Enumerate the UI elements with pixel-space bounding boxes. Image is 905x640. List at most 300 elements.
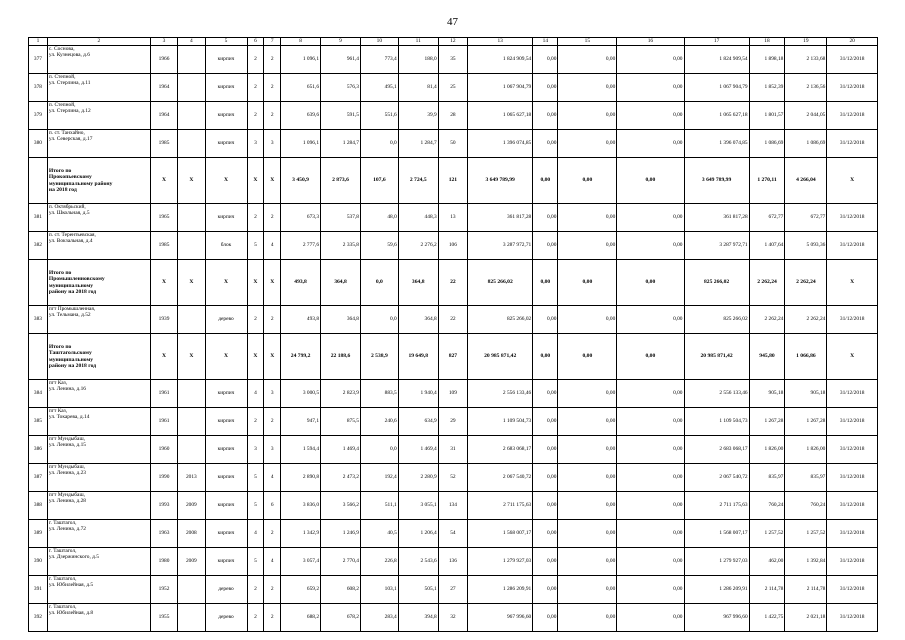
year-renovated-cell (178, 306, 205, 334)
table-row (29, 548, 878, 576)
entrances-cell: 4 (264, 464, 281, 492)
area-municipal-cell: 48,0 (360, 204, 398, 232)
address-cell: г. Таштагол, ул. Юбилейная, д.5 (47, 576, 150, 604)
address-cell: пгт Мундыбаш, ул. Ленина, д.23 (47, 464, 150, 492)
area-municipal-cell: 59,6 (360, 232, 398, 260)
residents-cell: 27 (438, 576, 467, 604)
residents-cell: 25 (438, 74, 467, 102)
max-unit-cost-cell: 2 044,05 (785, 102, 827, 130)
year-built-cell: 1955 (150, 604, 177, 632)
max-unit-cost-cell: 1 392,84 (785, 548, 827, 576)
year-built-cell: Х (150, 260, 177, 306)
max-unit-cost-cell: 4 266,04 (785, 158, 827, 204)
area-private-cell: 19 649,8 (398, 334, 438, 380)
year-built-cell: 1985 (150, 130, 177, 158)
max-unit-cost-cell: 672,77 (785, 204, 827, 232)
residents-cell: 121 (438, 158, 467, 204)
area-municipal-cell: 40,5 (360, 520, 398, 548)
table-row (29, 130, 878, 158)
area-municipal-cell: 226,8 (360, 548, 398, 576)
column-number: 2 (47, 38, 150, 46)
living-area-cell: 364,8 (321, 306, 361, 334)
year-renovated-cell (178, 604, 205, 632)
unit-cost-cell: 1 407,64 (749, 232, 785, 260)
cost-federal-cell: 0,00 (533, 130, 558, 158)
cost-owners-cell: 1 279 927,03 (684, 548, 749, 576)
area-private-cell: 3 055,1 (398, 492, 438, 520)
entrances-cell: Х (264, 158, 281, 204)
row-number-cell (29, 158, 48, 204)
row-number-cell: 382 (29, 232, 48, 260)
entrances-cell: 2 (264, 74, 281, 102)
residents-cell: 54 (438, 520, 467, 548)
total-cost-cell: 1 396 074,85 (468, 130, 533, 158)
planned-date-cell: Х (827, 260, 878, 306)
area-municipal-cell: 283,4 (360, 604, 398, 632)
year-built-cell: 1939 (150, 306, 177, 334)
floors-cell: 2 (247, 604, 264, 632)
cost-federal-cell: 0,00 (533, 492, 558, 520)
total-cost-cell: 2 556 133,46 (468, 380, 533, 408)
table-row (29, 464, 878, 492)
floors-cell: 2 (247, 102, 264, 130)
wall-material-cell: кирпич (205, 130, 247, 158)
address-cell: п. ст. Терентьевская, ул. Вокзальная, д.4 (47, 232, 150, 260)
cost-local-cell: 0,00 (617, 130, 684, 158)
planned-date-cell: 31/12/2018 (827, 464, 878, 492)
cost-owners-cell: 1 824 909,54 (684, 46, 749, 74)
year-built-cell: Х (150, 334, 177, 380)
residents-cell: 13 (438, 204, 467, 232)
area-municipal-cell: 240,6 (360, 408, 398, 436)
cost-owners-cell: 20 985 871,42 (684, 334, 749, 380)
year-renovated-cell: 2009 (178, 492, 205, 520)
table-row (29, 576, 878, 604)
planned-date-cell: 31/12/2018 (827, 306, 878, 334)
address-cell: Итого по Таштагольскому муниципальному району на 2018 год (47, 334, 150, 380)
planned-date-cell: 31/12/2018 (827, 520, 878, 548)
wall-material-cell: кирпич (205, 46, 247, 74)
entrances-cell: 2 (264, 102, 281, 130)
column-number: 12 (438, 38, 467, 46)
wall-material-cell: Х (205, 158, 247, 204)
cost-federal-cell: 0,00 (533, 436, 558, 464)
address-cell: г. Таштагол, ул. Дзержинского, д.5 (47, 548, 150, 576)
area-private-cell: 1 284,7 (398, 130, 438, 158)
cost-federal-cell: 0,00 (533, 408, 558, 436)
row-number-cell: 379 (29, 102, 48, 130)
row-number-cell: 392 (29, 604, 48, 632)
address-cell: Итого по Прокопьевскому муниципальному району на 2018 год (47, 158, 150, 204)
living-area-cell: 576,3 (321, 74, 361, 102)
housing-repair-register-table (28, 37, 878, 632)
wall-material-cell: кирпич (205, 102, 247, 130)
cost-federal-cell: 0,00 (533, 158, 558, 204)
total-area-cell: 947,1 (281, 408, 321, 436)
max-unit-cost-cell: 1 086,69 (785, 130, 827, 158)
row-number-cell: 386 (29, 436, 48, 464)
max-unit-cost-cell: 1 267,28 (785, 408, 827, 436)
table-row (29, 380, 878, 408)
table-row (29, 436, 878, 464)
area-municipal-cell: 0,0 (360, 306, 398, 334)
area-private-cell: 2 280,9 (398, 464, 438, 492)
cost-federal-cell: 0,00 (533, 380, 558, 408)
total-cost-cell: 2 711 175,63 (468, 492, 533, 520)
residents-cell: 22 (438, 260, 467, 306)
cost-local-cell: 0,00 (617, 334, 684, 380)
entrances-cell: 3 (264, 436, 281, 464)
cost-federal-cell: 0,00 (533, 334, 558, 380)
unit-cost-cell: 835,97 (749, 464, 785, 492)
total-area-cell: 673,3 (281, 204, 321, 232)
area-municipal-cell: 495,1 (360, 74, 398, 102)
max-unit-cost-cell: 1 826,00 (785, 436, 827, 464)
residents-cell: 109 (438, 380, 467, 408)
year-built-cell: 1952 (150, 576, 177, 604)
entrances-cell: 2 (264, 408, 281, 436)
unit-cost-cell: 1 801,57 (749, 102, 785, 130)
total-cost-cell: 1 824 909,54 (468, 46, 533, 74)
entrances-cell: 6 (264, 492, 281, 520)
unit-cost-cell: 2 262,24 (749, 260, 785, 306)
floors-cell: 2 (247, 408, 264, 436)
cost-regional-cell: 0,00 (558, 436, 617, 464)
living-area-cell: 961,4 (321, 46, 361, 74)
planned-date-cell: 31/12/2018 (827, 232, 878, 260)
year-built-cell: 1960 (150, 436, 177, 464)
residents-cell: 106 (438, 232, 467, 260)
floors-cell: 2 (247, 576, 264, 604)
living-area-cell: 2 473,2 (321, 464, 361, 492)
total-area-cell: 3 836,0 (281, 492, 321, 520)
total-area-cell: 639,6 (281, 102, 321, 130)
table-row (29, 520, 878, 548)
area-private-cell: 2 276,2 (398, 232, 438, 260)
cost-local-cell: 0,00 (617, 408, 684, 436)
cost-owners-cell: 967 996,60 (684, 604, 749, 632)
column-number: 7 (264, 38, 281, 46)
year-renovated-cell (178, 232, 205, 260)
row-number-cell: 383 (29, 306, 48, 334)
area-municipal-cell: 0,0 (360, 260, 398, 306)
cost-owners-cell: 1 396 074,85 (684, 130, 749, 158)
total-cost-cell: 1 286 209,91 (468, 576, 533, 604)
year-renovated-cell (178, 576, 205, 604)
living-area-cell: 875,5 (321, 408, 361, 436)
column-number: 16 (617, 38, 684, 46)
planned-date-cell: 31/12/2018 (827, 548, 878, 576)
total-cost-cell: 2 067 540,72 (468, 464, 533, 492)
column-number: 11 (398, 38, 438, 46)
unit-cost-cell: 1 826,00 (749, 436, 785, 464)
living-area-cell: 22 188,6 (321, 334, 361, 380)
cost-local-cell: 0,00 (617, 464, 684, 492)
table-row (29, 408, 878, 436)
total-cost-cell: 3 287 972,71 (468, 232, 533, 260)
total-area-cell: 2 777,6 (281, 232, 321, 260)
row-number-cell: 390 (29, 548, 48, 576)
cost-local-cell: 0,00 (617, 548, 684, 576)
address-cell: г. Таштагол, ул. Ленина, д.72 (47, 520, 150, 548)
wall-material-cell: кирпич (205, 436, 247, 464)
column-number-row (29, 38, 878, 46)
row-number-cell: 389 (29, 520, 48, 548)
address-cell: пгт Каз, ул. Ленина, д.16 (47, 380, 150, 408)
year-renovated-cell (178, 46, 205, 74)
wall-material-cell: кирпич (205, 464, 247, 492)
cost-regional-cell: 0,00 (558, 576, 617, 604)
year-renovated-cell: 2009 (178, 548, 205, 576)
cost-regional-cell: 0,00 (558, 260, 617, 306)
district-total-row (29, 158, 878, 204)
entrances-cell: 2 (264, 306, 281, 334)
address-cell: пгт Мундыбаш, ул. Ленина, д.15 (47, 436, 150, 464)
area-private-cell: 39,9 (398, 102, 438, 130)
wall-material-cell: кирпич (205, 548, 247, 576)
total-area-cell: 493,8 (281, 260, 321, 306)
cost-local-cell: 0,00 (617, 492, 684, 520)
planned-date-cell: 31/12/2018 (827, 408, 878, 436)
area-municipal-cell: 0,0 (360, 130, 398, 158)
row-number-cell: 378 (29, 74, 48, 102)
total-area-cell: 1 342,9 (281, 520, 321, 548)
floors-cell: Х (247, 260, 264, 306)
cost-federal-cell: 0,00 (533, 232, 558, 260)
living-area-cell: 678,2 (321, 604, 361, 632)
address-cell: п. Октябрьский, ул. Школьная, д.5 (47, 204, 150, 232)
residents-cell: 32 (438, 604, 467, 632)
cost-local-cell: 0,00 (617, 436, 684, 464)
floors-cell: 5 (247, 464, 264, 492)
year-renovated-cell (178, 130, 205, 158)
wall-material-cell: кирпич (205, 520, 247, 548)
unit-cost-cell: 1 257,52 (749, 520, 785, 548)
cost-local-cell: 0,00 (617, 232, 684, 260)
cost-federal-cell: 0,00 (533, 46, 558, 74)
entrances-cell: Х (264, 260, 281, 306)
area-private-cell: 2 724,5 (398, 158, 438, 204)
total-area-cell: 3 450,9 (281, 158, 321, 204)
area-municipal-cell: 511,1 (360, 492, 398, 520)
unit-cost-cell: 672,77 (749, 204, 785, 232)
living-area-cell: 537,8 (321, 204, 361, 232)
entrances-cell: 2 (264, 46, 281, 74)
max-unit-cost-cell: 760,24 (785, 492, 827, 520)
living-area-cell: 2 873,6 (321, 158, 361, 204)
column-number: 6 (247, 38, 264, 46)
max-unit-cost-cell: 2 262,24 (785, 260, 827, 306)
unit-cost-cell: 1 852,39 (749, 74, 785, 102)
area-private-cell: 634,9 (398, 408, 438, 436)
year-built-cell: 1961 (150, 408, 177, 436)
cost-local-cell: 0,00 (617, 46, 684, 74)
planned-date-cell: 31/12/2018 (827, 492, 878, 520)
planned-date-cell: 31/12/2018 (827, 130, 878, 158)
address-cell: п. Степной, ул. Стерлина, д.11 (47, 74, 150, 102)
planned-date-cell: 31/12/2018 (827, 46, 878, 74)
year-built-cell: 1985 (150, 232, 177, 260)
table-row (29, 74, 878, 102)
year-renovated-cell: Х (178, 158, 205, 204)
planned-date-cell: 31/12/2018 (827, 74, 878, 102)
living-area-cell: 2 823,9 (321, 380, 361, 408)
unit-cost-cell: 2 262,24 (749, 306, 785, 334)
year-renovated-cell (178, 408, 205, 436)
cost-local-cell: 0,00 (617, 74, 684, 102)
total-cost-cell: 825 266,02 (468, 260, 533, 306)
row-number-cell: 380 (29, 130, 48, 158)
wall-material-cell: дерево (205, 306, 247, 334)
year-renovated-cell: Х (178, 334, 205, 380)
max-unit-cost-cell: 1 257,52 (785, 520, 827, 548)
cost-owners-cell: 1 286 209,91 (684, 576, 749, 604)
unit-cost-cell: 1 086,69 (749, 130, 785, 158)
year-renovated-cell (178, 204, 205, 232)
cost-local-cell: 0,00 (617, 380, 684, 408)
unit-cost-cell: 2 114,78 (749, 576, 785, 604)
max-unit-cost-cell: 2 114,78 (785, 576, 827, 604)
floors-cell: 2 (247, 74, 264, 102)
unit-cost-cell: 1 270,11 (749, 158, 785, 204)
total-cost-cell: 2 683 068,17 (468, 436, 533, 464)
row-number-cell (29, 334, 48, 380)
year-renovated-cell: Х (178, 260, 205, 306)
total-area-cell: 2 890,8 (281, 464, 321, 492)
total-cost-cell: 20 985 871,42 (468, 334, 533, 380)
area-private-cell: 188,0 (398, 46, 438, 74)
unit-cost-cell: 945,80 (749, 334, 785, 380)
cost-regional-cell: 0,00 (558, 380, 617, 408)
area-municipal-cell: 0,0 (360, 436, 398, 464)
floors-cell: 5 (247, 232, 264, 260)
cost-owners-cell: 3 287 972,71 (684, 232, 749, 260)
total-area-cell: 688,2 (281, 604, 321, 632)
cost-federal-cell: 0,00 (533, 204, 558, 232)
area-private-cell: 394,8 (398, 604, 438, 632)
address-cell: с. Соснова, ул. Кузнецова, д.6 (47, 46, 150, 74)
cost-owners-cell: 1 568 007,17 (684, 520, 749, 548)
table-row (29, 46, 878, 74)
year-built-cell: Х (150, 158, 177, 204)
row-number-cell: 384 (29, 380, 48, 408)
year-renovated-cell: 2013 (178, 464, 205, 492)
entrances-cell: Х (264, 334, 281, 380)
residents-cell: 35 (438, 46, 467, 74)
max-unit-cost-cell: 2 136,56 (785, 74, 827, 102)
table-row (29, 306, 878, 334)
area-municipal-cell: 773,4 (360, 46, 398, 74)
entrances-cell: 4 (264, 232, 281, 260)
cost-federal-cell: 0,00 (533, 604, 558, 632)
entrances-cell: 2 (264, 520, 281, 548)
floors-cell: 5 (247, 492, 264, 520)
cost-owners-cell: 2 683 068,17 (684, 436, 749, 464)
cost-regional-cell: 0,00 (558, 492, 617, 520)
table-row (29, 232, 878, 260)
area-municipal-cell: 883,5 (360, 380, 398, 408)
residents-cell: 29 (438, 408, 467, 436)
living-area-cell: 3 566,2 (321, 492, 361, 520)
residents-cell: 52 (438, 464, 467, 492)
area-private-cell: 1 206,4 (398, 520, 438, 548)
cost-federal-cell: 0,00 (533, 260, 558, 306)
cost-owners-cell: 2 556 133,46 (684, 380, 749, 408)
planned-date-cell: 31/12/2018 (827, 436, 878, 464)
floors-cell: 3 (247, 130, 264, 158)
year-built-cell: 1961 (150, 380, 177, 408)
living-area-cell: 364,8 (321, 260, 361, 306)
cost-local-cell: 0,00 (617, 576, 684, 604)
year-built-cell: 1990 (150, 464, 177, 492)
unit-cost-cell: 1 267,28 (749, 408, 785, 436)
cost-local-cell: 0,00 (617, 306, 684, 334)
total-area-cell: 659,2 (281, 576, 321, 604)
total-cost-cell: 967 996,60 (468, 604, 533, 632)
residents-cell: 31 (438, 436, 467, 464)
row-number-cell: 387 (29, 464, 48, 492)
table-row (29, 604, 878, 632)
address-cell: г. Таштагол, ул. Юбилейная, д.8 (47, 604, 150, 632)
area-municipal-cell: 103,1 (360, 576, 398, 604)
column-number: 4 (178, 38, 205, 46)
year-renovated-cell (178, 74, 205, 102)
floors-cell: 4 (247, 380, 264, 408)
year-built-cell: 1964 (150, 102, 177, 130)
total-cost-cell: 1 067 904,79 (468, 74, 533, 102)
cost-federal-cell: 0,00 (533, 464, 558, 492)
entrances-cell: 3 (264, 380, 281, 408)
area-municipal-cell: 2 538,9 (360, 334, 398, 380)
cost-regional-cell: 0,00 (558, 306, 617, 334)
max-unit-cost-cell: 905,18 (785, 380, 827, 408)
cost-owners-cell: 361 817,28 (684, 204, 749, 232)
max-unit-cost-cell: 2 262,24 (785, 306, 827, 334)
year-built-cell: 1966 (150, 46, 177, 74)
floors-cell: Х (247, 334, 264, 380)
year-built-cell: 1964 (150, 74, 177, 102)
planned-date-cell: 31/12/2018 (827, 204, 878, 232)
wall-material-cell: блок (205, 232, 247, 260)
unit-cost-cell: 1 898,18 (749, 46, 785, 74)
area-private-cell: 505,1 (398, 576, 438, 604)
cost-owners-cell: 825 266,02 (684, 306, 749, 334)
planned-date-cell: Х (827, 334, 878, 380)
total-area-cell: 493,8 (281, 306, 321, 334)
floors-cell: 2 (247, 306, 264, 334)
cost-federal-cell: 0,00 (533, 548, 558, 576)
living-area-cell: 591,5 (321, 102, 361, 130)
total-cost-cell: 3 649 789,99 (468, 158, 533, 204)
area-private-cell: 1 940,4 (398, 380, 438, 408)
column-number: 17 (684, 38, 749, 46)
area-private-cell: 364,8 (398, 260, 438, 306)
column-number: 18 (749, 38, 785, 46)
column-number: 14 (533, 38, 558, 46)
wall-material-cell: Х (205, 260, 247, 306)
living-area-cell: 1 469,4 (321, 436, 361, 464)
cost-regional-cell: 0,00 (558, 130, 617, 158)
wall-material-cell: Х (205, 334, 247, 380)
cost-regional-cell: 0,00 (558, 520, 617, 548)
area-private-cell: 364,8 (398, 306, 438, 334)
cost-regional-cell: 0,00 (558, 408, 617, 436)
floors-cell: 2 (247, 46, 264, 74)
column-number: 8 (281, 38, 321, 46)
cost-owners-cell: 2 067 540,72 (684, 464, 749, 492)
residents-cell: 136 (438, 548, 467, 576)
cost-local-cell: 0,00 (617, 520, 684, 548)
